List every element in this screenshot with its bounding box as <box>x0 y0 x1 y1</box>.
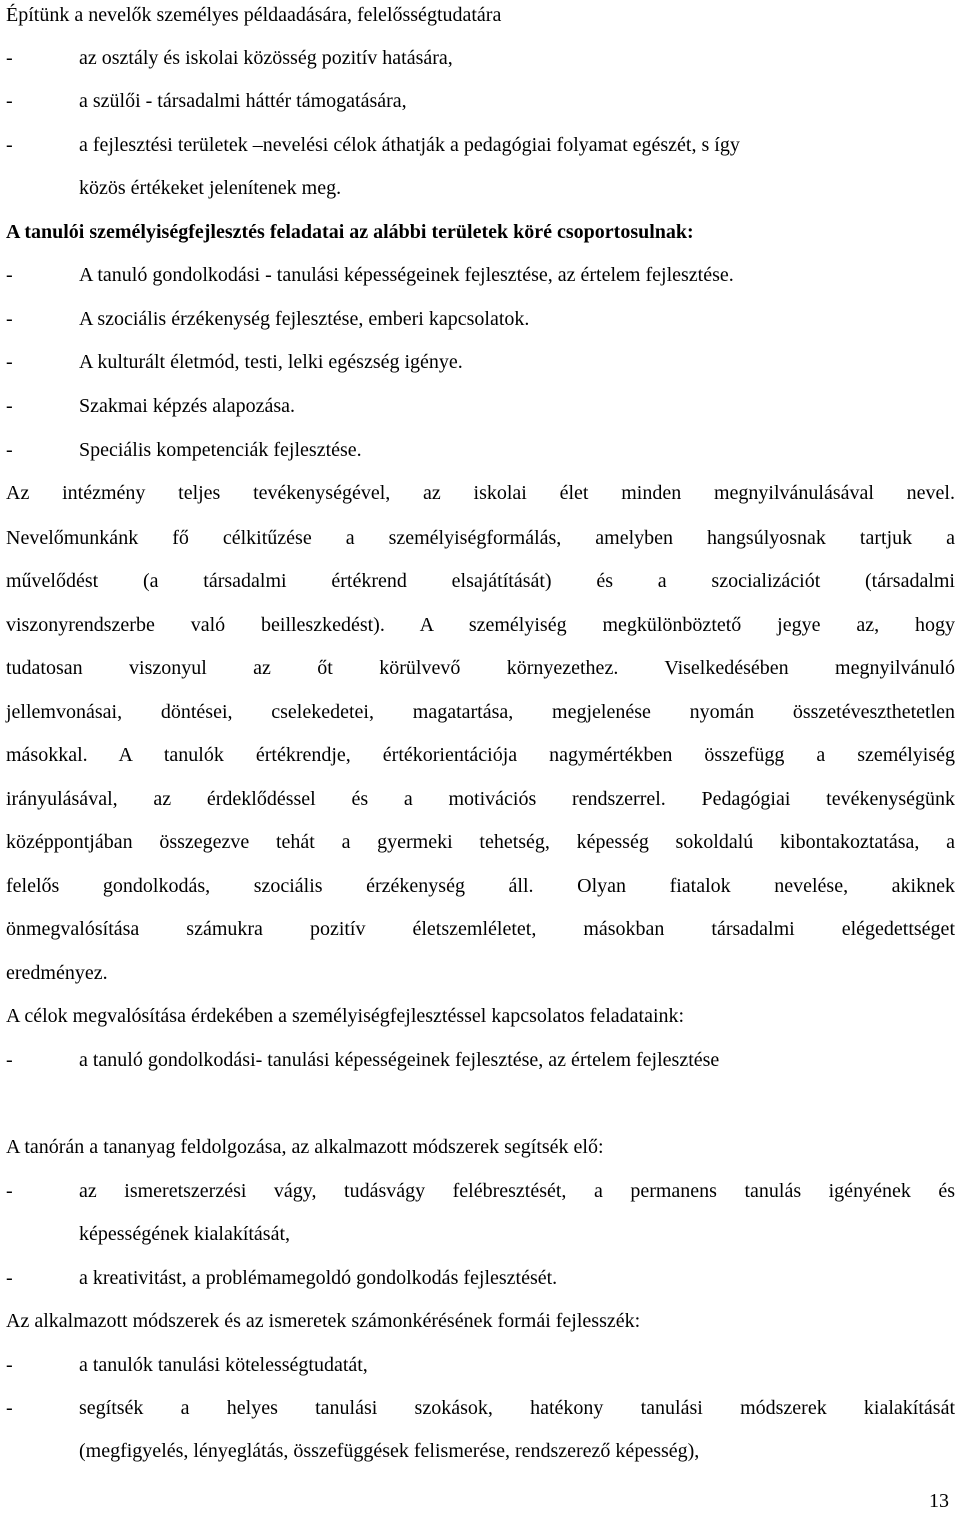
bullet-text: Szakmai képzés alapozása. <box>79 395 296 417</box>
bullet-text: segítsék a helyes tanulási szokások, hatékony tanulási módszerek kialakítását <box>79 1397 955 1419</box>
bullet-continuation: (megfigyelés, lényeglátás, összefüggések felismerése, rendszerező képesség), <box>79 1440 700 1462</box>
bullet-text: Speciális kompetenciák fejlesztése. <box>79 439 362 461</box>
bullet-dash: - <box>6 351 13 373</box>
paragraph-line: középpontjában összegezve tehát a gyermeki tehetség, képesség sokoldalú kibontakoztatása, a <box>6 831 955 853</box>
bullet-dash: - <box>6 1049 13 1071</box>
bullet-dash: - <box>6 1354 13 1376</box>
bullet-text: A tanuló gondolkodási - tanulási képességeinek fejlesztése, az értelem fejlesztése. <box>79 264 734 286</box>
bullet-text: a szülői - társadalmi háttér támogatására, <box>79 90 407 112</box>
bullet-dash: - <box>6 264 13 286</box>
paragraph-line: irányulásával, az érdeklődéssel és a motivációs rendszerrel. Pedagógiai tevékenységünk <box>6 788 955 810</box>
paragraph-line: Az intézmény teljes tevékenységével, az iskolai élet minden megnyilvánulásával nevel. <box>6 482 955 504</box>
bullet-dash: - <box>6 90 13 112</box>
paragraph-line: felelős gondolkodás, szociális érzékenység áll. Olyan fiatalok nevelése, akiknek <box>6 875 955 897</box>
bullet-text: a kreativitást, a problémamegoldó gondolkodás fejlesztését. <box>79 1267 558 1289</box>
page-number: 13 <box>929 1490 949 1512</box>
bullet-dash: - <box>6 439 13 461</box>
bullet-text: a tanulók tanulási kötelességtudatát, <box>79 1354 368 1376</box>
bullet-continuation: képességének kialakítását, <box>79 1223 291 1245</box>
bullet-dash: - <box>6 308 13 330</box>
paragraph-line: eredményez. <box>6 962 108 984</box>
paragraph-line: önmegvalósítása számukra pozitív életszemléletet, másokban társadalmi elégedettséget <box>6 918 955 940</box>
bullet-text: A szociális érzékenység fejlesztése, emberi kapcsolatok. <box>79 308 530 330</box>
paragraph-line: Építünk a nevelők személyes példaadására, felelősségtudatára <box>6 4 502 26</box>
paragraph-line: jellemvonásai, döntései, cselekedetei, magatartása, megjelenése nyomán összetéveszthetetlen <box>6 701 955 723</box>
paragraph-line: A célok megvalósítása érdekében a személyiségfejlesztéssel kapcsolatos feladataink: <box>6 1005 685 1027</box>
bullet-text: A kulturált életmód, testi, lelki egészség igénye. <box>79 351 463 373</box>
paragraph-line: tudatosan viszonyul az őt körülvevő környezethez. Viselkedésében megnyilvánuló <box>6 657 955 679</box>
bullet-dash: - <box>6 47 13 69</box>
bullet-dash: - <box>6 395 13 417</box>
bullet-dash: - <box>6 1397 13 1419</box>
paragraph-line: A tanórán a tananyag feldolgozása, az alkalmazott módszerek segítsék elő: <box>6 1136 604 1158</box>
bullet-text: a fejlesztési területek –nevelési célok áthatják a pedagógiai folyamat egészét, s így <box>79 134 740 156</box>
bullet-text: az ismeretszerzési vágy, tudásvágy felébresztését, a permanens tanulás igényének és <box>79 1180 955 1202</box>
paragraph-line: művelődést (a társadalmi értékrend elsajátítását) és a szocializációt (társadalmi <box>6 570 955 592</box>
paragraph-line: Nevelőmunkánk fő célkitűzése a személyiségformálás, amelyben hangsúlyosnak tartjuk a <box>6 527 955 549</box>
bullet-dash: - <box>6 134 13 156</box>
paragraph-line: Az alkalmazott módszerek és az ismeretek számonkérésének formái fejlesszék: <box>6 1310 641 1332</box>
bullet-text: az osztály és iskolai közösség pozitív hatására, <box>79 47 453 69</box>
paragraph-line: másokkal. A tanulók értékrendje, értékorientációja nagymértékben összefügg a személyiség <box>6 744 955 766</box>
bullet-continuation: közös értékeket jelenítenek meg. <box>79 177 342 199</box>
bullet-dash: - <box>6 1267 13 1289</box>
paragraph-line: viszonyrendszerbe való beilleszkedést). A személyiség megkülönböztető jegye az, hogy <box>6 614 955 636</box>
section-heading: A tanulói személyiségfejlesztés feladatai az alábbi területek köré csoportosulnak: <box>6 221 694 243</box>
bullet-text: a tanuló gondolkodási- tanulási képességeinek fejlesztése, az értelem fejlesztése <box>79 1049 720 1071</box>
bullet-dash: - <box>6 1180 13 1202</box>
